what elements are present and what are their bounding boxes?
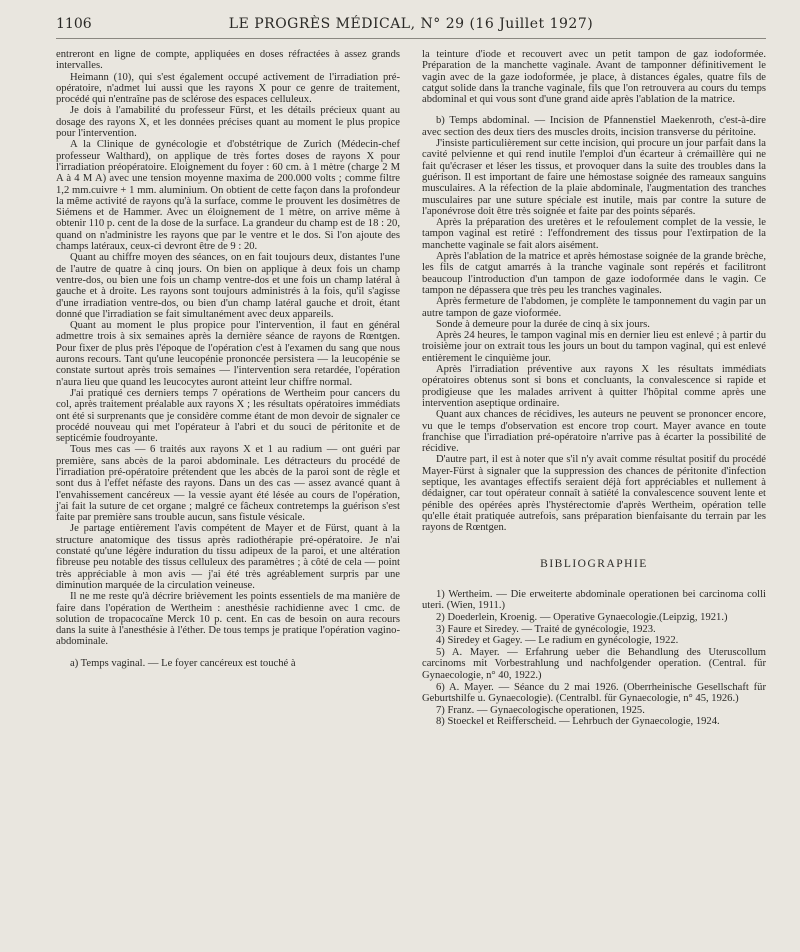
paragraph: Après l'irradiation préventive aux rayons X les résultats immédiats opératoires obtenus sont si bons et concluants, la convalescence si rapide et prodigieuse que les malades arrivent à quitter l'hôpital comme après une intervention aseptique ordinaire. <box>422 364 766 409</box>
bibliography-heading: BIBLIOGRAPHIE <box>540 558 648 571</box>
paragraph: Tous mes cas — 6 traités aux rayons X et 1 au radium — ont guéri par première, sans abcès de la paroi abdominale. Les détracteurs du procédé de l'irradiation pré-opératoire prétendent que les abcès de la paroi sont de règle et sont dus à l'effet néfaste des rayons. Dans un des cas — assez avancé quant à l'envahissement cancéreux — la vessie ayant été lésée au cours de l'opération, j'ai fait la suture de cet organe ; malgré ce fâcheux contretemps la guérison s'est faite par première sans trouble aucun, sans fistule vésicale. <box>56 444 400 524</box>
paragraph: Quant au moment le plus propice pour l'intervention, il faut en général admettre trois à six semaines après la dernière séance de rayons de Rœntgen. Pour fixer de plus près l'époque de l'opération c'est à l'examen du sang que nous aurons recours. Tant qu'une leucopénie prononcée persistera — la leucopénie se constate surtout après trois semaines — l'intervention sera retardée, l'opération n'aura lieu que quand les leucocytes auront atteint leur chiffre normal. <box>56 320 400 388</box>
running-header <box>56 12 766 39</box>
paragraph-abdominal-stage: b) Temps abdominal. — Incision de Pfannenstiel Maekenroth, c'est-à-dire avec section des deux tiers des muscles droits, incision transverse du péritoine. <box>422 115 766 138</box>
paragraph: A la Clinique de gynécologie et d'obstétrique de Zurich (Médecin-chef professeur Walthard), on applique de très fortes doses de rayons X pour l'irradiation préopératoire. Eloignement du foyer : 60 cm. à 1 mètre (charge 2 M A à 4 M A) avec une tension moyenne maxima de 200.000 volts ; comme filtre 1,2 mm.cuivre + 1 mm. aluminium. On obtient de cette façon dans la profondeur la même activité de rayons qu'à la surface, comme le prouvent les dosimètres de Siémens et de Hammer. Avec un éloignement de 1 mètre, on arrive même à obtenir 110 p. cent de la dose de la surface. La grandeur du champ est de 18 : 20, quand on n'administre les rayons que par le ventre et le dos. Si l'on ajoute des champs latéraux, ceux-ci devront être de 9 : 20. <box>56 139 400 253</box>
paragraph: Après fermeture de l'abdomen, je complète le tamponnement du vagin par un autre tampon de gaze vioformée. <box>422 296 766 319</box>
paragraph: la teinture d'iode et recouvert avec un petit tampon de gaz iodoformée. Préparation de la manchette vaginale. Avant de tamponner définitivement le vagin avec de la gaze iodoformée, je place, à distances égales, quatre fils de catgut solide dans la tranche vaginale, fils que l'on retrouvera au cours du temps abdominal et qui vous sont d'une grand aide après l'ablation de la matrice. <box>422 49 766 106</box>
paragraph: entreront en ligne de compte, appliquées en doses réfractées à assez grands intervalles. <box>56 49 400 72</box>
bibliography-entry: 6) A. Mayer. — Séance du 2 mai 1926. (Oberrheinische Gesellschaft für Geburtshilfe u. Gynaecologie). (Centralbl. für Gynaecologie, n° 45, 1926.) <box>422 681 766 705</box>
page-number: 1106 <box>56 16 92 32</box>
paragraph: Je partage entièrement l'avis compétent de Mayer et de Fürst, quant à la structure anatomique des tissus après radiothérapie pré-opératoire. Je n'ai constaté qu'une légère induration du tissu adipeux de la paroi, et une altération fibreuse peu notable des tissus celluleux des paramètres ; à côté de cela — point très appréciable à mon avis — j'ai été très agréablement surpris par une diminution marquée de la circulation veineuse. <box>56 523 400 591</box>
paragraph-vaginal-stage: a) Temps vaginal. — Le foyer cancéreux est touché à <box>70 657 296 669</box>
bibliography-entry: 3) Faure et Siredey. — Traité de gynécologie, 1923. <box>436 623 656 635</box>
paragraph: Après l'ablation de la matrice et après hémostase soignée de la grande brèche, les fils de catgut amarrés à la tranche vaginale sont repérés et facilitront beaucoup l'introduction d'un tampon de gaze iodoformée dans le vagin. Ce tampon ne dépassera que très peu les tranches vaginales. <box>422 251 766 296</box>
paragraph: Après la préparation des uretères et le refoulement complet de la vessie, le tampon vaginal est retiré : l'effondrement des tissus pour l'extirpation de la manchette vaginale se fait alors aisément. <box>422 217 766 251</box>
bibliography-entry: 1) Wertheim. — Die erweiterte abdominale operationen bei carcinoma colli uteri. (Wien, 1911.) <box>422 588 766 612</box>
paragraph: D'autre part, il est à noter que s'il n'y avait comme résultat positif du procédé Mayer-Fürst à signaler que la suppression des chances de péritonite d'infection septique, les avantages effectifs seraient déjà fort appréciables et nullement à dédaigner, car tout opérateur connaît à satiété la convalescence souvent lente et pénible des opérées après l'hystérectomie d'après Wertheim, opération telle qu'elle était pratiquée autrefois, sans préparation bienfaisante du terrain par les rayons de Rœntgen. <box>422 454 766 534</box>
bibliography-entry: 7) Franz. — Gynaecologische operationen, 1925. <box>436 704 645 716</box>
paragraph: Après 24 heures, le tampon vaginal mis en dernier lieu est enlevé ; à partir du troisième jour on extrait tous les jours un bout du tampon vaginal, qui est enlevé entièrement le cinquième jour. <box>422 330 766 364</box>
paragraph: Quant au chiffre moyen des séances, on en fait toujours deux, distantes l'une de l'autre de quatre à cinq jours. On bien on applique à deux fois un champ ventre-dos, ou bien une fois un champ ventre-dos et une fois un champ latéral à gauche et à droite. Les rayons sont toujours administrés à la fois, qu'il s'agisse d'une irradiation ventre-dos, ou bien d'un champ latéral gauche et droit, étant donné que l'irradiation se fait simultanément avec deux appareils. <box>56 252 400 320</box>
running-title: LE PROGRÈS MÉDICAL, N° 29 (16 Juillet 1927) <box>228 16 594 32</box>
bibliography-entry: 8) Stoeckel et Reifferscheid. — Lehrbuch der Gynaecologie, 1924. <box>436 716 720 728</box>
bibliography-entry: 4) Siredey et Gagey. — Le radium en gynécologie, 1922. <box>436 635 679 647</box>
bibliography-entry: 5) A. Mayer. — Erfahrung ueber die Behandlung des Uteruscollum carcinoms mit Vorbestrahlung und nachfolgender operation. (Central. für Gynaecologie, n° 40, 1922.) <box>422 646 766 681</box>
two-column-body <box>56 49 766 728</box>
bibliography-list <box>422 589 766 728</box>
paragraph: Il ne me reste qu'à décrire brièvement les points essentiels de ma manière de faire dans l'opération de Wertheim : anesthésie rachidienne avec 1 cmc. de solution de tropacocaïne Merck 10 p. cent. En cas de besoin on aura recours dans la suite à l'anesthésie à l'éther. De tous temps je pratique l'opération vagino-abdominale. <box>56 591 400 648</box>
paragraph: Je dois à l'amabilité du professeur Fürst, et les détails précieux quant au dosage des rayons X, et les données précises quant au moment le plus propice pour l'intervention. <box>56 105 400 140</box>
paragraph: Quant aux chances de récidives, les auteurs ne peuvent se prononcer encore, vu que le temps d'observation est encore trop court. Mayer avance en toute franchise que l'irradiation pré-opératoire n'arrive pas à écarter la possibilité de récidive. <box>422 409 766 455</box>
paragraph: J'ai pratiqué ces derniers temps 7 opérations de Wertheim pour cancers du col, après traitement préalable aux rayons X ; les résultats opératoires immédiats ont été si surprenants que je considère comme étant de mon devoir de signaler ce procédé nouveau qui met l'opérateur à l'abri et du souci de péritonite et de septicémie foudroyante. <box>56 387 400 445</box>
paragraph: Sonde à demeure pour la durée de cinq à six jours. <box>436 318 650 330</box>
left-column <box>56 49 400 728</box>
bibliography-entry: 2) Doederlein, Kroenig. — Operative Gynaecologie.(Leipzig, 1921.) <box>436 611 728 623</box>
paragraph: Heimann (10), qui s'est également occupé activement de l'irradiation pré-opératoire, n'admet lui aussi que les rayons X pour ce genre de traitement, procédé qui n'entraîne pas de sclérose des espaces celluleux. <box>56 71 400 106</box>
paragraph: J'insiste particulièrement sur cette incision, qui procure un jour parfait dans la cavité pelvienne et qui rend inutile l'emploi d'un écarteur à crémaillère qui ne fait qu'écraser et léser les tissus, et provoquer dans la suite des troubles dans la guérison. Il est important de faire une hémostase soignée des rameaux sanguins musculaires. A la réfection de la plaie abdominale, l'augmentation des tranches musculaires par une suture spéciale est inutile, mais par contre la suture de l'aponévrose doit être très soignée et faite par des points séparés. <box>422 138 766 217</box>
right-column <box>422 49 766 728</box>
